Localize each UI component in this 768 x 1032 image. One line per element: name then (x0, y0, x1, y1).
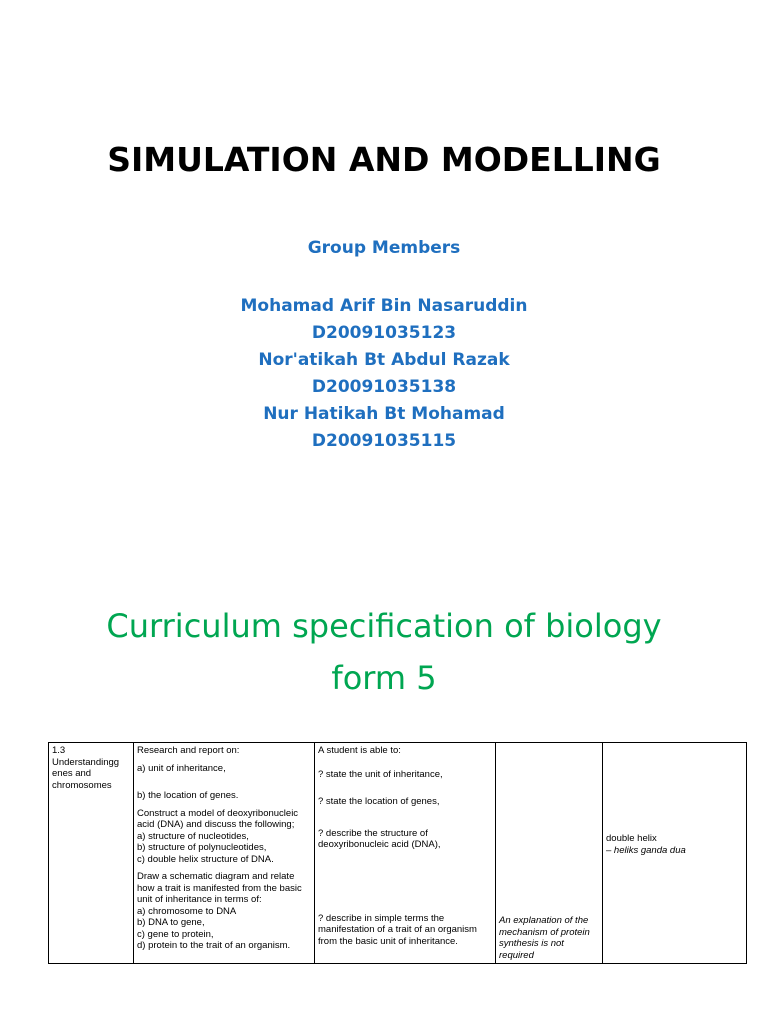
member-name: Nur Hatikah Bt Mohamad (263, 404, 505, 424)
activities-cell (134, 743, 315, 964)
model-item: a) structure of nucleotides, (137, 830, 249, 842)
table-row (49, 743, 747, 964)
model-item: c) double helix structure of DNA. (137, 853, 274, 865)
diagram-item: d) protein to the trait of an organism. (137, 940, 291, 951)
vocabulary-cell (603, 743, 747, 964)
diagram-item: a) chromosome to DNA (137, 905, 237, 917)
activity-item: b) the location of genes. (137, 790, 239, 801)
activity-item: a) unit of inheritance, (137, 762, 226, 774)
member-name: Mohamad Arif Bin Nasaruddin (240, 296, 528, 316)
curriculum-title-line2: form 5 (331, 659, 437, 697)
learning-area-text: 1.3 Understandingg enes and chromosomes (52, 745, 120, 791)
diagram-intro: Draw a schematic diagram and relate how a trait is manifested from the basic unit of inheritance in terms of: (137, 871, 302, 905)
slide-curriculum-heading (0, 600, 768, 704)
notes-text: An explanation of the mechanism of protein synthesis is not required (499, 915, 590, 961)
model-intro: Construct a model of deoxyribonucleic acid (DNA) and discuss the following; (137, 807, 299, 830)
diagram-item: b) DNA to gene, (137, 917, 205, 928)
curriculum-table (48, 742, 747, 964)
members-list (0, 293, 768, 455)
notes-cell (496, 743, 603, 964)
outcome-item: ? describe in simple terms the manifestation of a trait of an organism from the basic unit of inheritance. (318, 912, 477, 947)
curriculum-table-container (48, 742, 725, 1032)
outcomes-intro: A student is able to: (318, 745, 401, 756)
learning-area-cell (49, 743, 134, 964)
outcome-item: ? state the unit of inheritance, (318, 768, 443, 780)
curriculum-title-line1: Curriculum specification of biology (106, 607, 662, 645)
outcome-item: ? state the location of genes, (318, 796, 440, 807)
member-name: Nor'atikah Bt Abdul Razak (258, 350, 510, 370)
outcome-item: ? describe the structure of deoxyribonucleic acid (DNA), (318, 827, 441, 850)
member-id: D20091035115 (311, 431, 457, 451)
diagram-item: c) gene to protein, (137, 928, 214, 940)
slide-title-heading: SIMULATION AND MODELLING (107, 140, 661, 179)
vocabulary-term: double helix (606, 833, 657, 844)
member-id: D20091035138 (311, 377, 457, 397)
group-members-heading: Group Members (307, 238, 461, 258)
member-id: D20091035123 (311, 323, 457, 343)
model-item: b) structure of polynucleotides, (137, 842, 267, 853)
vocabulary-translation: – heliks ganda dua (606, 844, 686, 856)
activities-intro: Research and report on: (137, 745, 240, 756)
outcomes-cell (315, 743, 496, 964)
